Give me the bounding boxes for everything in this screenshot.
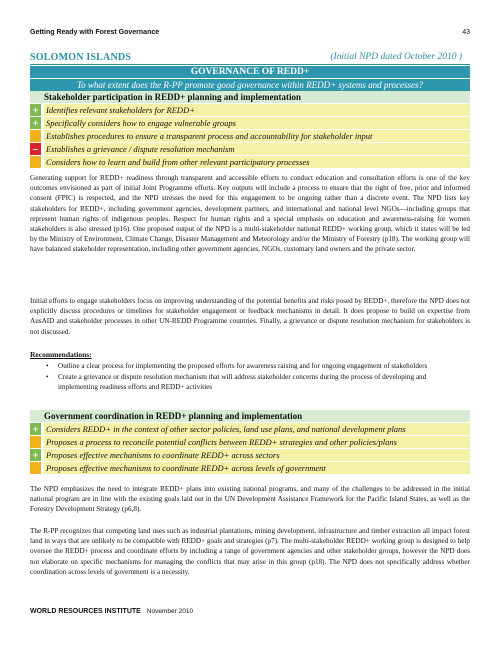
footer-date: November 2010 [146, 608, 194, 615]
stakeholder-table [30, 91, 470, 169]
list-item [46, 361, 462, 371]
bullet-icon: • [46, 362, 49, 370]
rating-mark: + [30, 449, 41, 461]
rating-mark: + [30, 104, 41, 116]
recommendations-list [46, 361, 462, 394]
body-paragraph: Initial efforts to engage stakeholders focus on improving understanding of the potential benefits and risks posed by REDD+, therefore the NPD does not explicitly discuss procedures or timelines for stakeholder engagement or feedback mechanisms in detail. It does propose to build on expertise from AusAID and stakeholder processes in other UN-REDD Programme countries. Finally, a grievance or dispute resolution mechanism for stakeholders is not discussed. [30, 297, 470, 336]
criterion-text: Proposes effective mechanisms to coordinate REDD+ across levels of government [44, 462, 470, 474]
criterion-text: Specifically considers how to engage vulnerable groups [44, 117, 470, 129]
table-row [30, 462, 470, 475]
recommendations-title: Recommendations: [30, 350, 92, 359]
body-paragraph: The NPD emphasizes the need to integrate REDD+ plans into existing national programs, and many of the challenges to be addressed in the initial national program are in line with the existing goals laid out in the UN Development Assistance Framework for the Pacific Island States, as well as the Forestry Development Strategy (p6,8). [30, 485, 470, 514]
criterion-text: Proposes a process to reconcile potential conflicts between REDD+ strategies and other policies/plans [44, 436, 470, 448]
npd-date: (Initial NPD dated October 2010 ) [330, 52, 462, 62]
table-row [30, 130, 470, 143]
table-row [30, 104, 470, 117]
country-header [30, 52, 470, 65]
criterion-text: Establishes procedures to ensure a transparent process and accountability for stakeholder input [44, 130, 470, 142]
table-row [30, 143, 470, 156]
country-name: SOLOMON ISLANDS [30, 52, 132, 63]
table-row [30, 117, 470, 130]
page-footer [30, 608, 193, 615]
criterion-text: Establishes a grievance / dispute resolution mechanism [44, 143, 470, 155]
governance-question: To what extent does the R-PP promote good governance within REDD+ systems and processes? [30, 78, 470, 91]
criterion-text: Considers how to learn and build from other relevant participatory processes [44, 156, 470, 168]
recommendation-text: Create a grievance or dispute resolution mechanism that will address stakeholder concerns during the process of developing and implementing readiness efforts and REDD+ activities [58, 373, 427, 392]
rating-mark [30, 156, 41, 168]
rating-mark [30, 462, 41, 474]
bullet-icon: • [46, 373, 49, 382]
footer-org: WORLD RESOURCES INSTITUTE [30, 608, 141, 615]
rating-mark: + [30, 117, 41, 129]
coordination-table-heading: Government coordination in REDD+ planning and implementation [30, 410, 470, 423]
recommendation-text: Outline a clear process for implementing the proposed efforts for awareness raising and for ongoing engagement of stakeholders [58, 362, 428, 370]
rating-mark [30, 130, 41, 142]
table-row [30, 449, 470, 462]
page-number: 43 [462, 29, 470, 36]
coordination-table [30, 410, 470, 475]
body-paragraph: The R-PP recognizes that competing land uses such as industrial plantations, mining development, infrastructure and timber extraction all impact forest land in ways that are unlikely to be compatible with REDD+ goals and strategies (p7). The multi-stakeholder REDD+ working group is designed to help oversee the REDD+ process and coordinate efforts by including a range of government agencies and other stakeholder groups, however the NPD does not elaborate on specific mechanisms for managing the conflicts that may arise in this group (p18). The NPD does not specifically address whether coordination across levels of government is a necessity. [30, 527, 470, 576]
governance-title: GOVERNANCE OF REDD+ [30, 66, 470, 78]
running-header-title: Getting Ready with Forest Governance [30, 29, 160, 36]
rating-mark [30, 436, 41, 448]
stakeholder-table-heading: Stakeholder participation in REDD+ planning and implementation [30, 91, 470, 104]
criterion-text: Identifies relevant stakeholders for REDD+ [44, 104, 470, 116]
criterion-text: Proposes effective mechanisms to coordinate REDD+ across sectors [44, 449, 470, 461]
table-row [30, 423, 470, 436]
body-paragraph: Generating support for REDD+ readiness through transparent and accessible efforts to conduct education and consultation efforts is one of the key outcomes envisioned as part of initial Joint Programme efforts. Key outputs will include a process to ensure that the right of free, prior and informed consent (FPIC) is respected, and the NPD stresses the need for this engagement to be ongoing rather than a discrete event. The NPD lists key stakeholders for REDD+, including government agencies, development partners, and international and national level NGOs—including groups that represent human rights of indigenous peoples. Respect for human rights and a special emphasis on education and awareness-raising for women stakeholders is also stressed (p16). One proposed output of the NPD is a multi-stakeholder national REDD+ working group, which it states will be led by the Ministry of Environment, Climate Change, Disaster Management and Meteorology and/or the Ministry of Forestry (p18). The working group will have balanced stakeholder representation, including other government agencies, NGOs, customary land owners and the private sector. [30, 174, 470, 254]
criterion-text: Considers REDD+ in the context of other sector policies, land use plans, and national development plans [44, 423, 470, 435]
table-row [30, 156, 470, 169]
rating-mark: – [30, 143, 41, 155]
list-item [46, 372, 462, 392]
rating-mark: + [30, 423, 41, 435]
table-row [30, 436, 470, 449]
